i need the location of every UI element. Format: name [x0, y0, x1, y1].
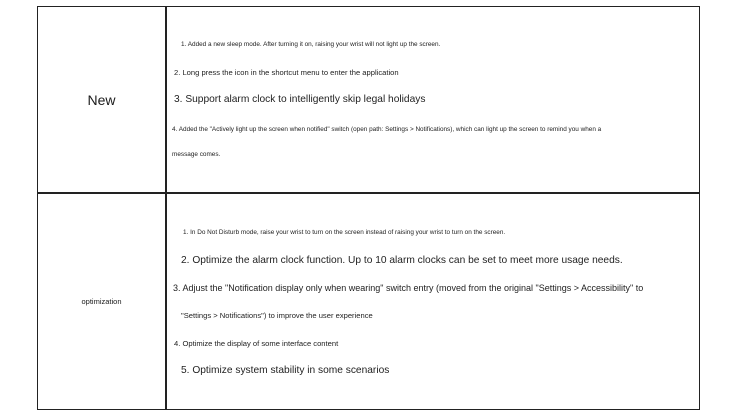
list-item: 4. Optimize the display of some interface content: [174, 339, 339, 348]
list-item: 5. Optimize system stability in some scenarios: [181, 365, 390, 376]
row-label-text: optimization: [81, 297, 122, 306]
changelog-table: [37, 6, 700, 410]
list-item: 1. In Do Not Disturb mode, raise your wrist to turn on the screen instead of raising your wrist to turn on the screen.: [183, 229, 506, 236]
row-label-new: [38, 7, 165, 192]
list-item: 4. Added the "Actively light up the screen when notified" switch (open path: Settings > Notifications), which can light up the screen to remind you when a: [172, 126, 602, 133]
list-item: 2. Long press the icon in the shortcut menu to enter the application: [174, 68, 399, 77]
list-item: "Settings > Notifications") to improve the user experience: [181, 311, 373, 320]
list-item: 3. Adjust the "Notification display only when wearing" switch entry (moved from the original "Settings > Accessibility" to: [173, 283, 644, 293]
list-item: message comes.: [172, 151, 221, 158]
list-item: 2. Optimize the alarm clock function. Up to 10 alarm clocks can be set to meet more usage needs.: [181, 255, 623, 266]
row-label-text: New: [87, 91, 116, 108]
row-label-optimization: [38, 194, 165, 409]
list-item: 1. Added a new sleep mode. After turning it on, raising your wrist will not light up the screen.: [181, 41, 441, 48]
list-item: 3. Support alarm clock to intelligently skip legal holidays: [174, 94, 426, 105]
column-divider: [165, 7, 167, 409]
